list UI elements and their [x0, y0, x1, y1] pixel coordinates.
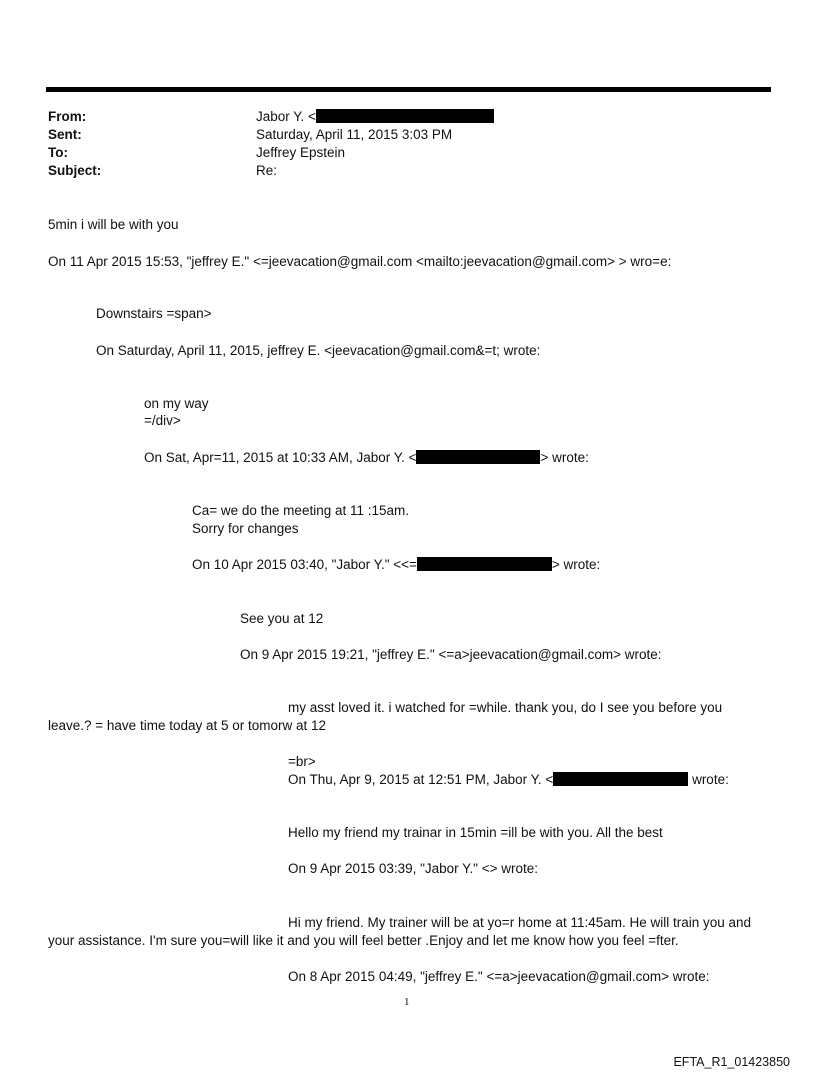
subject-value: Re:: [256, 163, 278, 178]
quote-header-text: wrote:: [688, 772, 729, 787]
body-line: on my way: [144, 396, 209, 411]
to-label: To:: [48, 145, 68, 160]
body-line: Downstairs =span>: [96, 306, 212, 321]
document-id: EFTA_R1_01423850: [673, 1055, 790, 1069]
body-line: Ca= we do the meeting at 11 :15am.: [192, 503, 410, 518]
body-line: Hi my friend. My trainer will be at yo=r home at 11:45am. He will train you and: [288, 915, 752, 930]
from-label: From:: [48, 109, 87, 124]
body-line: my asst loved it. i watched for =while. thank you, do I see you before you: [288, 700, 723, 715]
redaction-block: [553, 772, 688, 786]
header-rule: [46, 87, 771, 92]
quote-header: On 9 Apr 2015 03:39, "Jabor Y." <> wrote:: [288, 861, 539, 876]
body-line: Sorry for changes: [192, 521, 299, 536]
redaction-block: [416, 450, 540, 464]
body-line: See you at 12: [240, 611, 324, 626]
from-value: [256, 108, 494, 126]
body-line: leave.? = have time today at 5 or tomorw at 12: [48, 718, 327, 733]
body-line: =br>: [288, 754, 316, 769]
body-line: Hello my friend my trainar in 15min =ill be with you. All the best: [288, 825, 663, 840]
body-line: 5min i will be with you: [48, 217, 179, 232]
sent-label: Sent:: [48, 127, 82, 142]
quote-header: On 11 Apr 2015 15:53, "jeffrey E." <=jeevacation@gmail.com <mailto:jeevacation@gmail.com> > wro=e:: [48, 254, 672, 269]
page-number: 1: [404, 996, 410, 1008]
quote-header: [192, 556, 600, 574]
quote-header-text: On 10 Apr 2015 03:40, "Jabor Y." <<=: [192, 557, 417, 572]
quote-header: [288, 771, 729, 789]
quote-header: [144, 449, 589, 467]
quote-header: On Saturday, April 11, 2015, jeffrey E. <jeevacation@gmail.com&=t; wrote:: [96, 343, 541, 358]
redaction-block: [417, 557, 552, 571]
from-name: Jabor Y. <: [256, 109, 316, 124]
subject-label: Subject:: [48, 163, 102, 178]
quote-header-text: On Thu, Apr 9, 2015 at 12:51 PM, Jabor Y. <: [288, 772, 554, 787]
quote-header: On 9 Apr 2015 19:21, "jeffrey E." <=a>jeevacation@gmail.com> wrote:: [240, 647, 662, 662]
quote-header-text: > wrote:: [540, 450, 589, 465]
body-line: your assistance. I'm sure you=will like it and you will feel better .Enjoy and let me know how you feel =fter.: [48, 933, 679, 948]
redaction-block: [316, 109, 494, 123]
to-value: Jeffrey Epstein: [256, 145, 346, 160]
sent-value: Saturday, April 11, 2015 3:03 PM: [256, 127, 453, 142]
quote-header-text: > wrote:: [551, 557, 601, 572]
quote-header-text: On Sat, Apr=11, 2015 at 10:33 AM, Jabor Y. <: [144, 450, 417, 465]
body-line: =/div>: [144, 413, 181, 428]
quote-header: On 8 Apr 2015 04:49, "jeffrey E." <=a>jeevacation@gmail.com> wrote:: [288, 969, 710, 984]
